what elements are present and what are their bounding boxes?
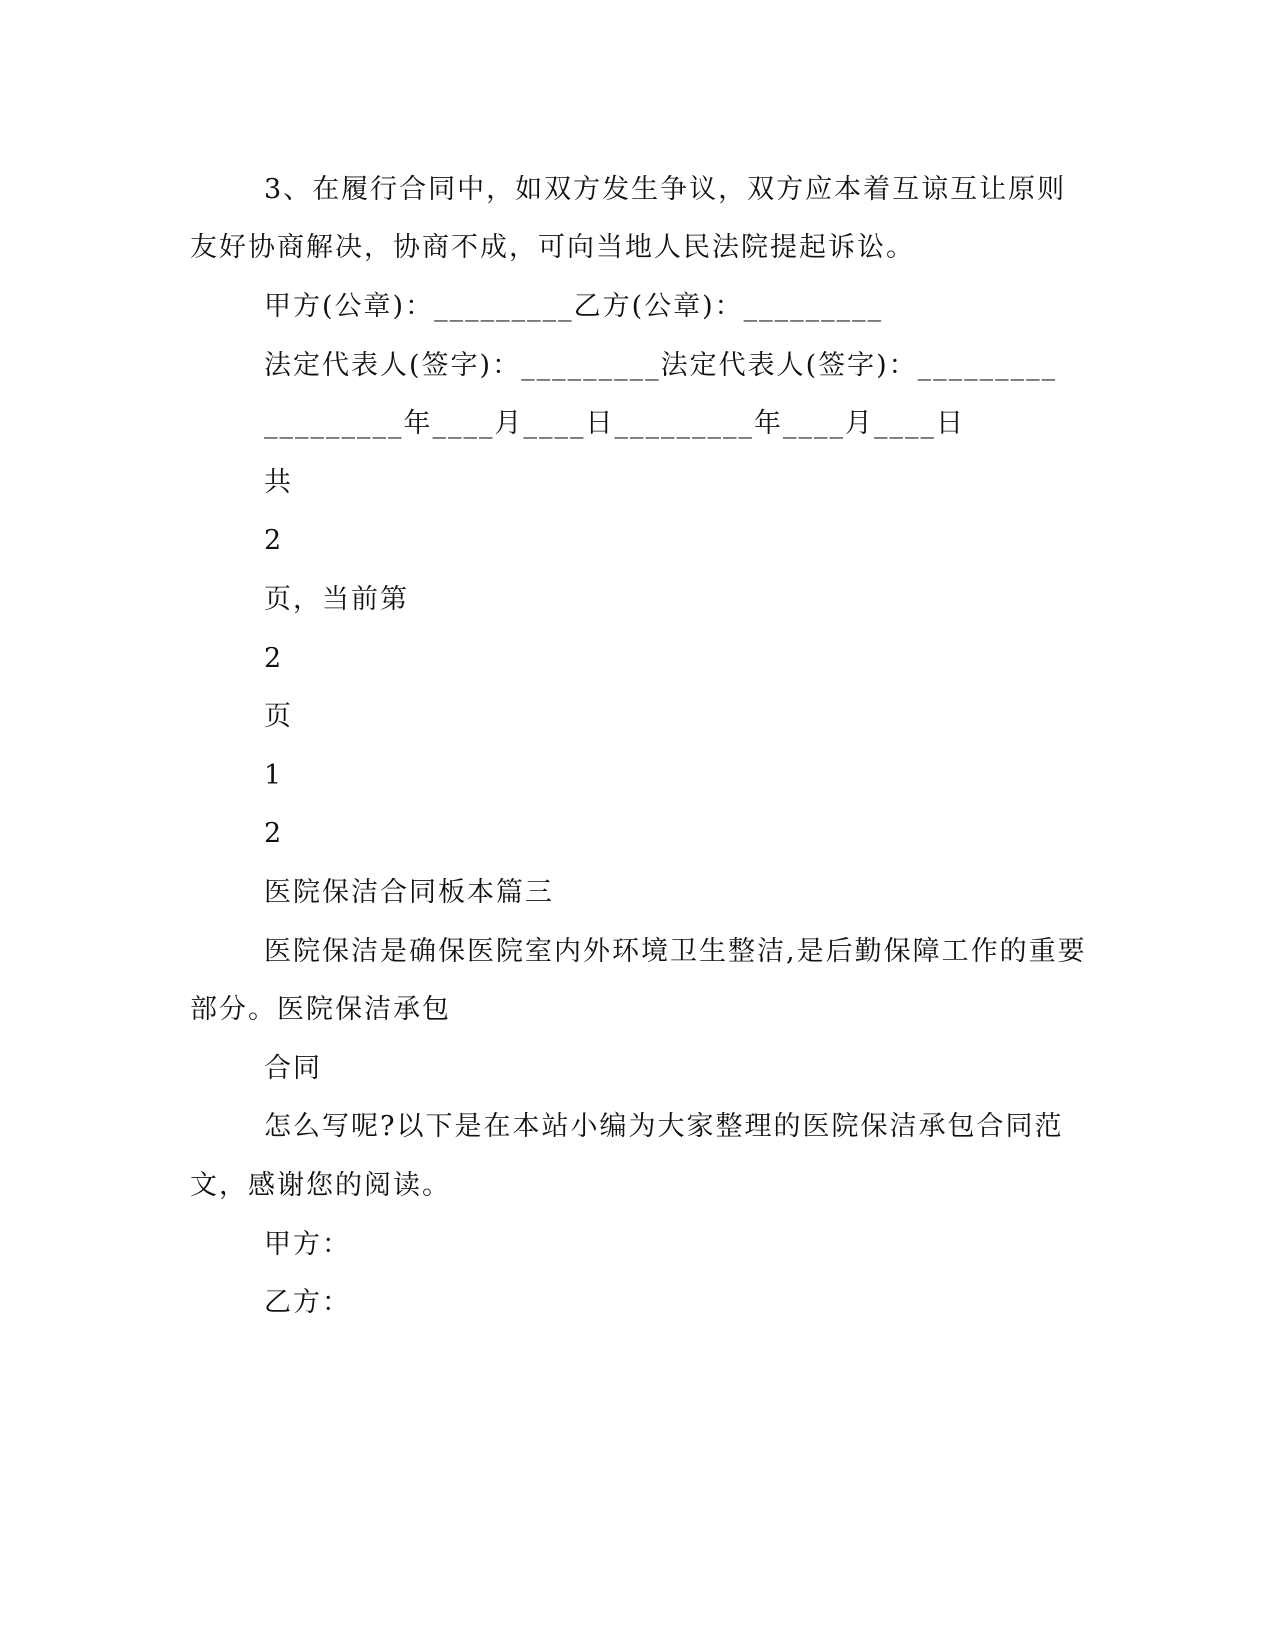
intro-line-3: 合同 (264, 1053, 322, 1084)
page-info-total-number: 2 (264, 525, 284, 556)
page-info-current-label: 页，当前第 (264, 584, 409, 615)
page-link-2: 2 (264, 818, 284, 849)
signature-line: 法定代表人(签字)：_________法定代表人(签字)：_________ (264, 350, 1058, 381)
party-b-label: 乙方： (264, 1287, 351, 1318)
seal-line: 甲方(公章)：_________乙方(公章)：_________ (264, 291, 884, 322)
section-title: 医院保洁合同板本篇三 (264, 877, 554, 908)
page-info-page-label: 页 (264, 701, 293, 732)
clause-3-line-1: 3、在履行合同中，如双方发生争议，双方应本着互谅互让原则 (264, 174, 1067, 205)
intro-line-5: 文，感谢您的阅读。 (190, 1170, 451, 1201)
intro-line-4: 怎么写呢?以下是在本站小编为大家整理的医院保洁承包合同范 (264, 1111, 1064, 1142)
page-link-1: 1 (264, 760, 284, 791)
date-line: _________年____月____日_________年____月____日 (264, 408, 965, 439)
party-a-label: 甲方： (264, 1229, 351, 1260)
intro-line-1: 医院保洁是确保医院室内外环境卫生整洁,是后勤保障工作的重要 (264, 936, 1087, 967)
clause-3-line-2: 友好协商解决，协商不成，可向当地人民法院提起诉讼。 (190, 232, 915, 263)
page-info-current-number: 2 (264, 643, 284, 674)
page-info-total-label: 共 (264, 467, 293, 498)
intro-line-2: 部分。医院保洁承包 (190, 994, 451, 1025)
